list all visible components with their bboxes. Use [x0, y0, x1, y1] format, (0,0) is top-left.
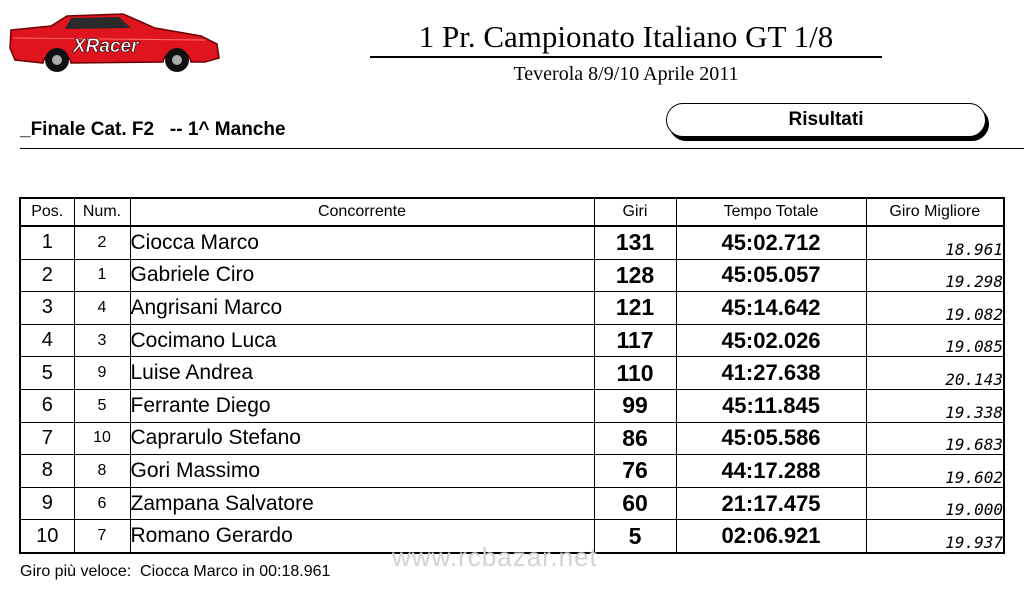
cell-laps: 99 [594, 389, 676, 422]
cell-num: 1 [74, 259, 130, 292]
column-header-pos: Pos. [20, 198, 74, 226]
cell-best: 20.143 [866, 357, 1004, 390]
column-header-num: Num. [74, 198, 130, 226]
cell-name: Gabriele Ciro [130, 259, 594, 292]
front-wheel-hub [52, 55, 62, 65]
cell-num: 3 [74, 324, 130, 357]
cell-num: 8 [74, 455, 130, 488]
cell-total: 45:11.845 [676, 389, 866, 422]
cell-pos: 10 [20, 520, 74, 553]
cell-best: 19.082 [866, 292, 1004, 325]
cell-laps: 60 [594, 487, 676, 520]
page-title: 1 Pr. Campionato Italiano GT 1/8 [370, 18, 882, 58]
cell-total: 45:05.586 [676, 422, 866, 455]
cell-best: 19.937 [866, 520, 1004, 553]
cell-laps: 86 [594, 422, 676, 455]
cell-name: Luise Andrea [130, 357, 594, 390]
table-row [20, 226, 1004, 259]
cell-pos: 3 [20, 292, 74, 325]
table-header-row [20, 198, 1004, 226]
table-row [20, 357, 1004, 390]
cell-pos: 1 [20, 226, 74, 259]
cell-best: 19.602 [866, 455, 1004, 488]
cell-name: Angrisani Marco [130, 292, 594, 325]
cell-name: Ciocca Marco [130, 226, 594, 259]
cell-pos: 5 [20, 357, 74, 390]
race-label: _Finale Cat. F2 -- 1^ Manche [20, 119, 286, 140]
cell-num: 5 [74, 389, 130, 422]
cell-total: 45:02.026 [676, 324, 866, 357]
cell-num: 9 [74, 357, 130, 390]
column-header-name: Concorrente [130, 198, 594, 226]
cell-best: 19.683 [866, 422, 1004, 455]
cell-pos: 9 [20, 487, 74, 520]
cell-pos: 4 [20, 324, 74, 357]
rear-wheel-hub [172, 55, 182, 65]
results-button[interactable]: Risultati [666, 103, 986, 137]
cell-name: Cocimano Luca [130, 324, 594, 357]
cell-num: 6 [74, 487, 130, 520]
cell-name: Gori Massimo [130, 455, 594, 488]
header-divider [20, 148, 1024, 149]
cell-total: 44:17.288 [676, 455, 866, 488]
cell-total: 45:05.057 [676, 259, 866, 292]
column-header-total: Tempo Totale [676, 198, 866, 226]
cell-laps: 5 [594, 520, 676, 553]
table-row [20, 259, 1004, 292]
cell-best: 19.085 [866, 324, 1004, 357]
cell-total: 45:02.712 [676, 226, 866, 259]
cell-num: 2 [74, 226, 130, 259]
cell-pos: 6 [20, 389, 74, 422]
cell-num: 10 [74, 422, 130, 455]
cell-pos: 8 [20, 455, 74, 488]
cell-num: 7 [74, 520, 130, 553]
xracer-logo [5, 8, 227, 76]
table-row [20, 455, 1004, 488]
table-row [20, 292, 1004, 325]
cell-name: Zampana Salvatore [130, 487, 594, 520]
cell-pos: 7 [20, 422, 74, 455]
cell-best: 18.961 [866, 226, 1004, 259]
column-header-best: Giro Migliore [866, 198, 1004, 226]
event-subtitle: Teverola 8/9/10 Aprile 2011 [513, 63, 739, 85]
cell-laps: 117 [594, 324, 676, 357]
column-header-laps: Giri [594, 198, 676, 226]
results-table [19, 197, 1005, 554]
cell-name: Romano Gerardo [130, 520, 594, 553]
logo-text: XRacer [73, 36, 139, 57]
cell-laps: 131 [594, 226, 676, 259]
cell-name: Caprarulo Stefano [130, 422, 594, 455]
cell-num: 4 [74, 292, 130, 325]
table-row [20, 487, 1004, 520]
cell-laps: 128 [594, 259, 676, 292]
cell-laps: 76 [594, 455, 676, 488]
cell-laps: 121 [594, 292, 676, 325]
table-row [20, 324, 1004, 357]
cell-total: 45:14.642 [676, 292, 866, 325]
cell-pos: 2 [20, 259, 74, 292]
fastest-lap-note: Giro più veloce: Ciocca Marco in 00:18.961 [20, 563, 331, 580]
cell-best: 19.338 [866, 389, 1004, 422]
cell-total: 21:17.475 [676, 487, 866, 520]
cell-name: Ferrante Diego [130, 389, 594, 422]
table-row [20, 389, 1004, 422]
watermark: www.rcbazar.net [392, 542, 598, 572]
cell-laps: 110 [594, 357, 676, 390]
cell-best: 19.000 [866, 487, 1004, 520]
cell-total: 41:27.638 [676, 357, 866, 390]
cell-best: 19.298 [866, 259, 1004, 292]
cell-total: 02:06.921 [676, 520, 866, 553]
table-row [20, 422, 1004, 455]
